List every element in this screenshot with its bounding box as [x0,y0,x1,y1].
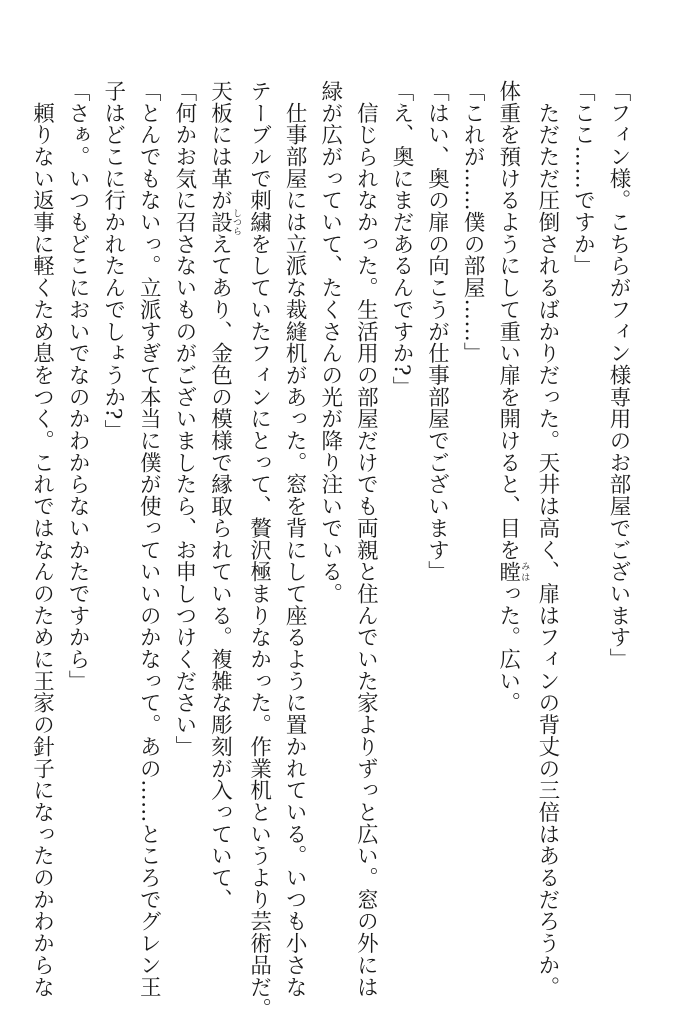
text-line-11: テーブルで刺繍をしていたフィンにとって、贅沢極まりなかった。作業机というより芸術品だ。 [246,80,272,1020]
text-line-7: 「え、奥にまだあるんですか?」 [388,80,414,398]
ruby-base-shitsura: 設 [207,208,233,236]
text-line-15: 子はどこに行かれたんでしょうか?」 [100,80,126,442]
text-line-9: 緑が広がっていて、たくさんの光が降り注いでいる。 [317,80,343,605]
text-line-5: 「これが……僕の部屋……」 [460,80,486,365]
ruby-mihatta [495,560,530,583]
text-line-6: 「はい、奥の扉の向こうが仕事部屋でございます」 [424,80,450,583]
text-line-4 [490,80,529,960]
text-line-3: ただただ圧倒されるばかりだった。天井は高く、扉はフィンの背丈の三倍はあるだろうか。 [534,80,560,998]
ruby-shitsurae [207,208,241,236]
text-line-12-before: 天板には革が [207,80,233,212]
text-line-16: 「さぁ。いつもどこにおいでなのかわからないかたですから」 [65,80,91,692]
text-line-17: 頼りない返事に軽くため息をつく。これではなんのために王家の針子になったのかわからな [29,80,55,998]
text-line-12 [202,80,241,960]
text-line-1: 「フィン様。こちらがフィン様専用のお部屋でございます」 [606,80,631,670]
text-line-2: 「ここ……ですか」 [570,80,596,277]
vertical-text-body [24,80,636,1020]
text-line-13: 「何かお気に召さないものがございましたら、お申しつけください」 [171,80,197,758]
ruby-reading-shitsura: しつら [230,208,241,236]
text-line-8: 信じられなかった。生活用の部屋だけでも両親と住んでいた家よりずっと広い。窓の外には [353,80,379,998]
ruby-base-mi: 瞠 [495,560,521,583]
ruby-reading-miha: みは [519,560,530,583]
text-line-14: 「とんでもないっ。立派すぎて本当に僕が使っていいのかなって。あの……ところでグレン王 [136,80,162,998]
text-line-4-before: 体重を預けるようにして重い扉を開けると、目を [495,80,521,561]
text-line-10: 仕事部屋には立派な裁縫机があった。窓を背にして座るように置かれている。いつも小さな [282,80,308,998]
text-line-12-after: えてあり、金色の模様で縁取られている。複雑な彫刻が入っていて、 [207,232,233,911]
text-line-4-after: った。広い。 [495,582,521,714]
